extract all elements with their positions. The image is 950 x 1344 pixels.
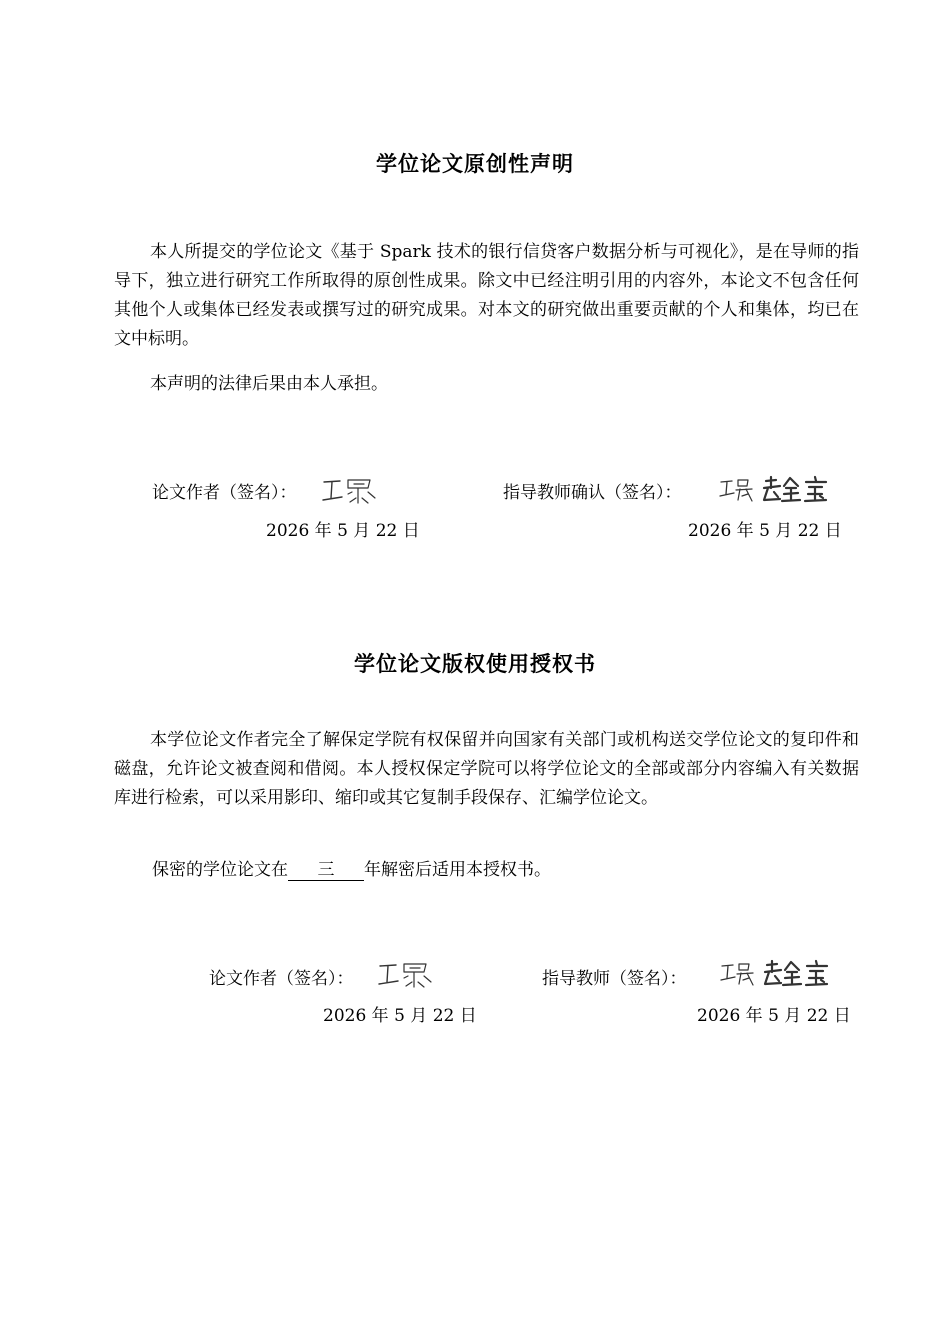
- declaration-supervisor-date: 2026 年 5 月 22 日: [688, 521, 842, 541]
- declaration-author-date: 2026 年 5 月 22 日: [266, 521, 420, 541]
- authorization-secret-line: [152, 858, 551, 882]
- authorization-paragraph: 本学位论文作者完全了解保定学院有权保留并向国家有关部门或机构送交学位论文的复印件和磁盘，允许论文被查阅和借阅。本人授权保定学院可以将学位论文的全部或部分内容编入有关数据库进行检索，可以采用影印、缩印或其它复制手段保存、汇编学位论文。: [114, 730, 859, 808]
- authorization-supervisor-signature: [719, 958, 837, 994]
- declaration-supervisor-label: 指导教师确认（签名）：: [503, 483, 682, 503]
- authorization-author-date: 2026 年 5 月 22 日: [323, 1006, 477, 1026]
- declaration-supervisor-signature: [718, 474, 836, 510]
- secret-years: 三: [288, 860, 364, 881]
- secret-suffix: 年解密后适用本授权书。: [364, 860, 551, 880]
- secret-prefix: 保密的学位论文在: [152, 860, 288, 880]
- declaration-author-label: 论文作者（签名）：: [152, 483, 297, 503]
- declaration-legal-note: 本声明的法律后果由本人承担。: [150, 374, 388, 394]
- declaration-paragraph: 本人所提交的学位论文《基于 Spark 技术的银行信贷客户数据分析与可视化》，是在导师的指导下，独立进行研究工作所取得的原创性成果。除文中已经注明引用的内容外，本论文不包含任何其他个人或集体已经发表或撰写过的研究成果。对本文的研究做出重要贡献的个人和集体，均已在文中标明。: [114, 242, 859, 349]
- authorization-supervisor-label: 指导教师（签名）：: [542, 969, 687, 989]
- declaration-title: 学位论文原创性声明: [376, 152, 574, 176]
- authorization-author-signature: [376, 960, 438, 994]
- declaration-author-signature: [320, 476, 382, 510]
- authorization-author-label: 论文作者（签名）：: [209, 969, 354, 989]
- authorization-supervisor-date: 2026 年 5 月 22 日: [697, 1006, 851, 1026]
- authorization-title: 学位论文版权使用授权书: [354, 652, 596, 676]
